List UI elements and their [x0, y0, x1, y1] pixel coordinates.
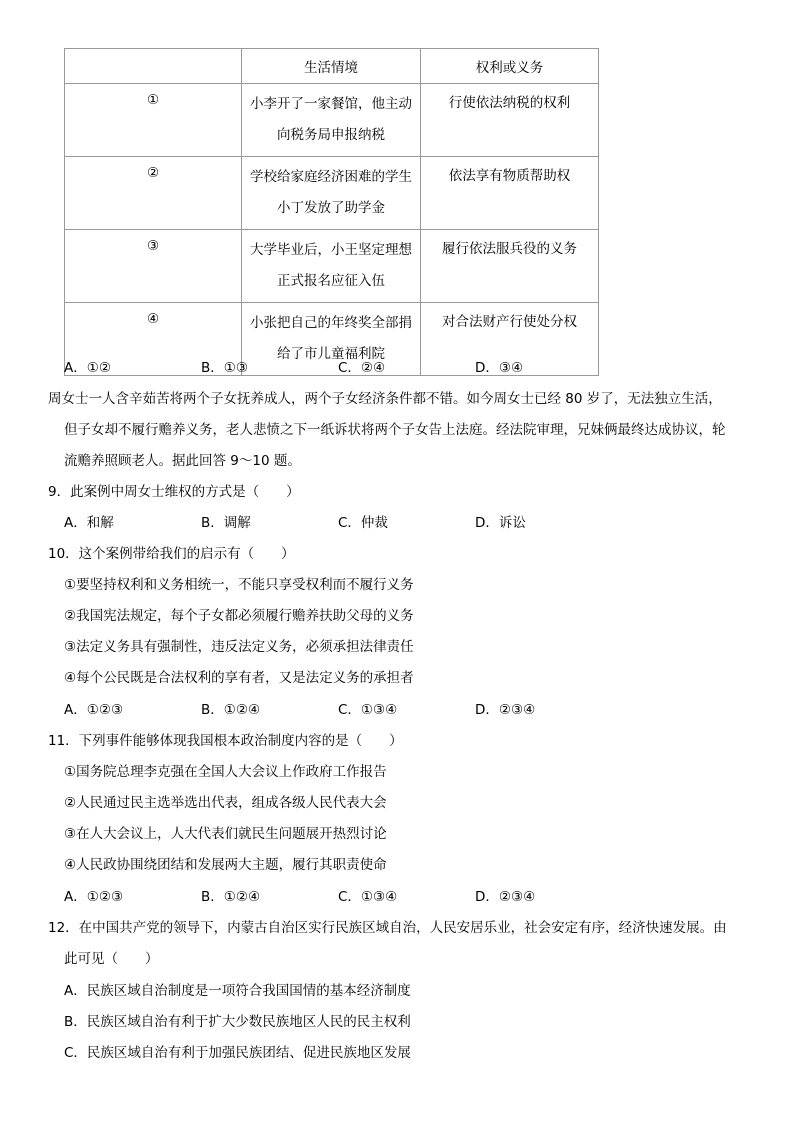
header-cell-index [65, 49, 242, 84]
option-b[interactable]: B．①②④ [201, 702, 261, 718]
situation-line: 小张把自己的年终奖全部捐 [250, 315, 412, 331]
table-row [65, 84, 599, 157]
q10-item: ④每个公民既是合法权利的享有者，又是法定义务的承担者 [64, 670, 414, 686]
q11-item: ③在人大会议上，人大代表们就民生问题展开热烈讨论 [64, 826, 387, 842]
row-number: ③ [65, 230, 242, 303]
row-number: ② [65, 157, 242, 230]
option-b[interactable]: B．①②④ [201, 889, 261, 905]
q9-stem: 9．此案例中周女士维权的方式是（ ） [48, 484, 300, 500]
q12-stem-continued: 此可见（ ） [64, 951, 159, 967]
row-situation [242, 157, 421, 230]
row-right: 行使依法纳税的权利 [421, 84, 599, 157]
option-d[interactable]: D．②③④ [475, 889, 536, 905]
option-a[interactable]: A．民族区域自治制度是一项符合我国国情的基本经济制度 [64, 983, 411, 999]
row-number: ① [65, 84, 242, 157]
option-b[interactable]: B．民族区域自治有利于扩大少数民族地区人民的民主权利 [64, 1014, 411, 1030]
q10-item: ①要坚持权利和义务相统一，不能只享受权利而不履行义务 [64, 577, 414, 593]
option-d[interactable]: D．③④ [475, 360, 524, 376]
rights-duties-table [64, 48, 599, 376]
option-c[interactable]: C．仲裁 [338, 515, 388, 531]
q9-options [64, 511, 612, 531]
row-right: 履行依法服兵役的义务 [421, 230, 599, 303]
option-b[interactable]: B．调解 [201, 515, 251, 531]
row-right: 依法享有物质帮助权 [421, 157, 599, 230]
row-situation [242, 84, 421, 157]
q12-stem: 12．在中国共产党的领导下，内蒙古自治区实行民族区域自治，人民安居乐业，社会安定有序，经济快速发展。由 [48, 920, 727, 936]
header-cell-right: 权利或义务 [421, 49, 599, 84]
option-a[interactable]: A．①② [64, 360, 111, 376]
option-a[interactable]: A．①②③ [64, 889, 124, 905]
option-a[interactable]: A．①②③ [64, 702, 124, 718]
q11-item: ④人民政协围绕团结和发展两大主题，履行其职责使命 [64, 857, 387, 873]
row-number: ④ [65, 303, 242, 376]
passage-line: 但子女却不履行赡养义务，老人悲愤之下一纸诉状将两个子女告上法庭。经法院审理，兄妹俩最终达成协议，轮 [64, 422, 726, 438]
option-d[interactable]: D．诉讼 [475, 515, 526, 531]
table-header-row [65, 49, 599, 84]
situation-line: 大学毕业后，小王坚定理想 [250, 242, 412, 258]
table-row [65, 157, 599, 230]
passage-line: 流赡养照顾老人。据此回答 9～10 题。 [64, 453, 301, 469]
situation-line: 正式报名应征入伍 [277, 273, 385, 289]
header-cell-situation: 生活情境 [242, 49, 421, 84]
option-c[interactable]: C．②④ [338, 360, 386, 376]
option-d[interactable]: D．②③④ [475, 702, 536, 718]
q8-options [64, 356, 612, 376]
passage-line: 周女士一人含辛茹苦将两个子女抚养成人，两个子女经济条件都不错。如今周女士已经 80 岁了，无法独立生活， [48, 391, 722, 407]
option-a[interactable]: A．和解 [64, 515, 114, 531]
table-row [65, 230, 599, 303]
q11-item: ②人民通过民主选举选出代表，组成各级人民代表大会 [64, 795, 387, 811]
q10-stem: 10．这个案例带给我们的启示有（ ） [48, 546, 295, 562]
q10-options [64, 698, 612, 718]
q11-item: ①国务院总理李克强在全国人大会议上作政府工作报告 [64, 764, 387, 780]
q10-item: ②我国宪法规定，每个子女都必须履行赡养扶助父母的义务 [64, 608, 414, 624]
situation-line: 学校给家庭经济困难的学生 [250, 169, 412, 185]
situation-line: 小李开了一家餐馆，他主动 [250, 96, 412, 112]
option-c[interactable]: C．民族区域自治有利于加强民族团结、促进民族地区发展 [64, 1045, 411, 1061]
option-b[interactable]: B．①③ [201, 360, 248, 376]
q11-options [64, 885, 612, 905]
situation-line: 小丁发放了助学金 [277, 200, 385, 216]
row-right: 对合法财产行使处分权 [421, 303, 599, 376]
row-situation [242, 230, 421, 303]
option-c[interactable]: C．①③④ [338, 702, 398, 718]
situation-line: 向税务局申报纳税 [277, 127, 385, 143]
option-c[interactable]: C．①③④ [338, 889, 398, 905]
situation-line: 给了市儿童福利院 [277, 346, 385, 362]
q10-item: ③法定义务具有强制性，违反法定义务，必须承担法律责任 [64, 639, 414, 655]
q11-stem: 11．下列事件能够体现我国根本政治制度内容的是（ ） [48, 733, 403, 749]
